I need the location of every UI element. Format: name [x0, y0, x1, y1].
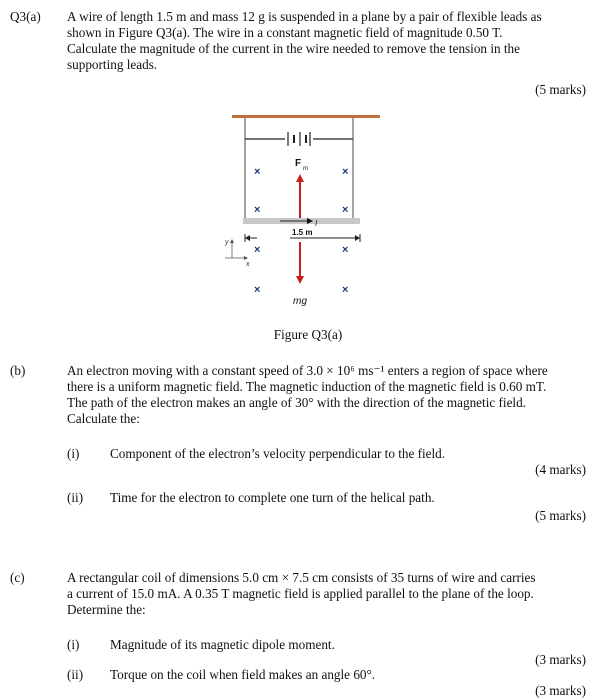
text-line: Calculate the:	[67, 411, 140, 426]
length-label: 1.5 m	[292, 228, 313, 237]
battery-symbol	[288, 132, 310, 146]
field-cross: ×	[342, 244, 349, 256]
question-number: (b)	[10, 363, 26, 378]
marks-label: (4 marks)	[535, 462, 586, 477]
current-label: I	[315, 219, 318, 228]
text-line: Determine the:	[67, 602, 146, 617]
question-text	[67, 363, 587, 427]
dimension-arrowhead	[355, 235, 360, 241]
axis-y-label: y	[225, 239, 229, 246]
subpart-number: (i)	[67, 446, 80, 461]
subpart-number: (ii)	[67, 667, 84, 682]
text-line: A wire of length 1.5 m and mass 12 g is suspended in a plane by a pair of flexible leads as	[67, 9, 542, 24]
text-line: The path of the electron makes an angle of 30° with the direction of the magnetic field.	[67, 395, 526, 410]
text-line: An electron moving with a constant speed of 3.0 × 10⁶ ms⁻¹ enters a region of space where	[67, 363, 548, 378]
weight-label: mg	[293, 296, 307, 307]
field-cross: ×	[342, 284, 349, 296]
axis-x-label: x	[246, 261, 250, 268]
marks-label: (3 marks)	[535, 652, 586, 667]
force-label: F	[295, 158, 302, 169]
figure-q3a	[210, 108, 400, 313]
field-cross: ×	[254, 166, 261, 178]
subpart-number: (ii)	[67, 490, 84, 505]
marks-label: (5 marks)	[535, 508, 586, 523]
subpart-text: Torque on the coil when field makes an angle 60°.	[110, 667, 376, 682]
subpart-text: Component of the electron’s velocity perpendicular to the field.	[110, 446, 446, 461]
marks-label: (3 marks)	[535, 683, 586, 698]
text-line: Calculate the magnitude of the current in the wire needed to remove the tension in the	[67, 41, 520, 56]
text-line: A rectangular coil of dimensions 5.0 cm × 7.5 cm consists of 35 turns of wire and carries	[67, 570, 536, 585]
question-number: Q3(a)	[10, 9, 41, 24]
axes-icon	[224, 239, 250, 268]
subpart-text: Time for the electron to complete one turn of the helical path.	[110, 490, 435, 505]
text-line: supporting leads.	[67, 57, 158, 72]
marks-label: (5 marks)	[535, 82, 586, 97]
dimension-arrowhead	[245, 235, 250, 241]
question-text	[67, 570, 587, 618]
field-cross: ×	[342, 204, 349, 216]
field-cross: ×	[254, 284, 261, 296]
force-label-subscript: m	[303, 166, 308, 172]
subpart-number: (i)	[67, 637, 80, 652]
text-line: a current of 15.0 mA. A 0.35 T magnetic field is applied parallel to the plane of the loop.	[67, 586, 534, 601]
figure-caption: Figure Q3(a)	[273, 327, 343, 342]
field-cross: ×	[342, 166, 349, 178]
field-cross: ×	[254, 244, 261, 256]
text-line: shown in Figure Q3(a). The wire in a constant magnetic field of magnitude 0.50 T.	[67, 25, 503, 40]
question-number: (c)	[10, 570, 25, 585]
text-line: there is a uniform magnetic field. The magnetic induction of the magnetic field is 0.60 mT.	[67, 379, 547, 394]
question-text	[67, 9, 587, 73]
ceiling-bar	[232, 115, 380, 118]
field-cross: ×	[254, 204, 261, 216]
subpart-text: Magnitude of its magnetic dipole moment.	[110, 637, 335, 652]
